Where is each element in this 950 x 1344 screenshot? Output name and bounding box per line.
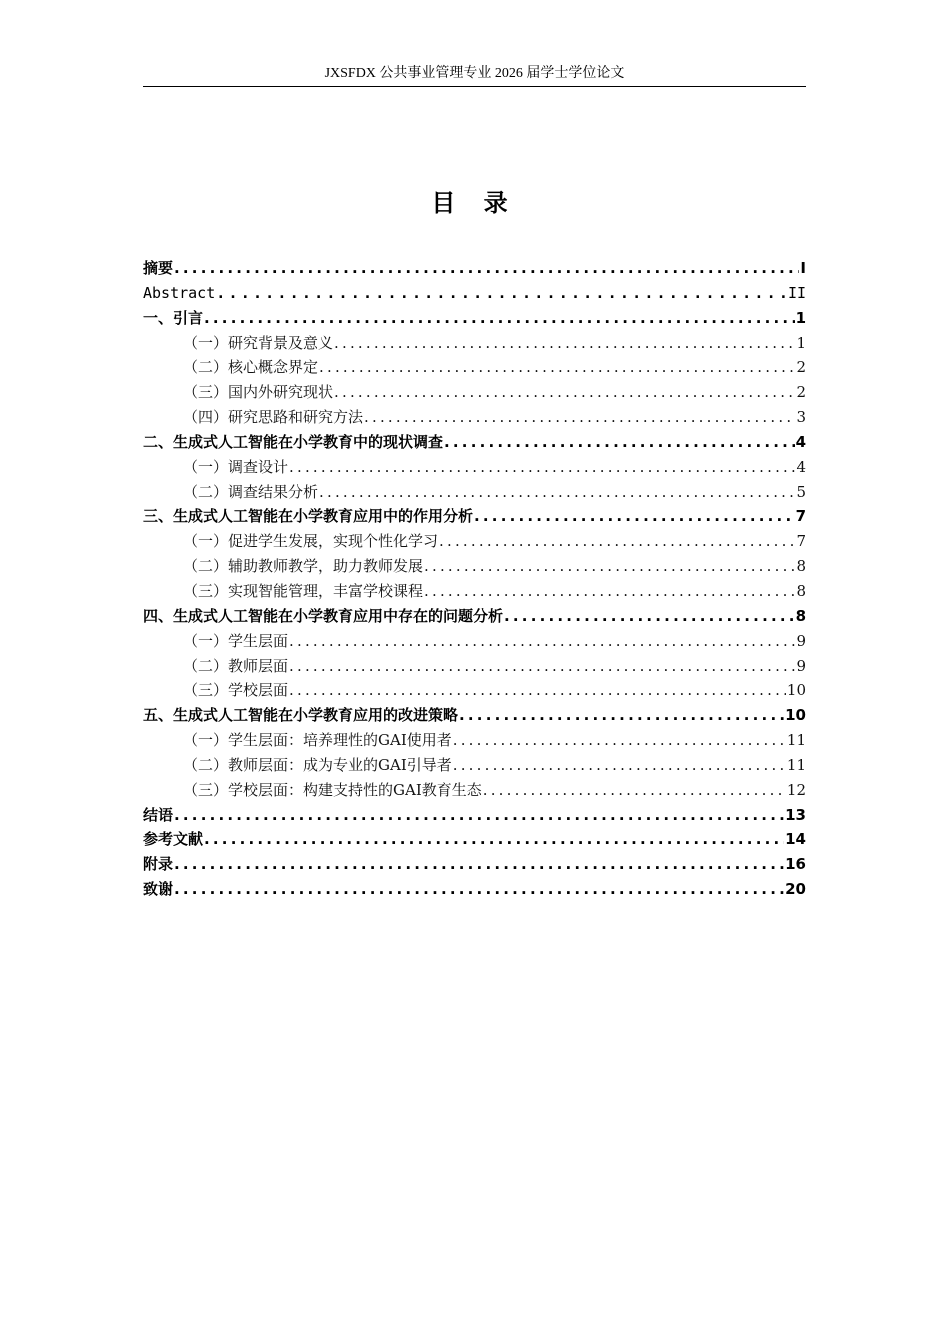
table-of-contents [143,256,806,902]
toc-entry[interactable] [143,380,806,405]
toc-entry[interactable] [143,355,806,380]
toc-entry-label: （一）学生层面：培养理性的GAI使用者 [183,731,452,750]
toc-dot-leader [474,504,795,529]
toc-entry-page: 9 [796,631,806,650]
toc-entry-page: 1 [796,333,806,352]
toc-dot-leader [289,455,795,480]
toc-entry-page: 10 [785,706,806,725]
toc-entry-label: （三）实现智能管理，丰富学校课程 [183,581,424,600]
toc-entry-label: 致谢 [143,880,174,899]
toc-entry[interactable] [143,455,806,480]
toc-entry[interactable] [143,256,806,281]
toc-entry-label: 一、引言 [143,308,204,327]
toc-entry-label: （三）学校层面 [183,681,289,700]
toc-dot-leader [424,579,795,604]
toc-dot-leader [319,480,795,505]
toc-entry[interactable] [143,629,806,654]
toc-entry[interactable] [143,753,806,778]
toc-entry[interactable] [143,529,806,554]
toc-entry-page: 8 [796,581,806,600]
toc-entry-label: 二、生成式人工智能在小学教育中的现状调查 [143,432,444,451]
toc-dot-leader [364,405,795,430]
toc-entry-label: 三、生成式人工智能在小学教育应用中的作用分析 [143,507,474,526]
toc-entry-label: 五、生成式人工智能在小学教育应用的改进策略 [143,706,459,725]
toc-entry-page: 5 [796,482,806,501]
toc-dot-leader [334,380,795,405]
toc-entry[interactable] [143,405,806,430]
toc-entry-page: 4 [795,432,806,451]
toc-entry-page: I [800,259,806,277]
toc-entry[interactable] [143,803,806,828]
toc-entry[interactable] [143,430,806,455]
toc-entry-label: （二）辅助教师教学，助力教师发展 [183,557,424,576]
header-rule [143,86,806,87]
toc-entry-label: 摘要 [143,259,174,277]
toc-dot-leader [453,753,786,778]
toc-entry-page: 12 [786,780,806,799]
toc-entry-page: II [787,283,806,302]
toc-entry[interactable] [143,703,806,728]
toc-entry-label: Abstract [143,283,216,302]
toc-entry-label: （二）核心概念界定 [183,358,319,377]
toc-entry-label: （二）教师层面：成为专业的GAI引导者 [183,755,452,774]
toc-dot-leader [216,281,787,306]
toc-entry[interactable] [143,728,806,753]
toc-entry-label: 四、生成式人工智能在小学教育应用中存在的问题分析 [143,606,504,625]
toc-entry[interactable] [143,331,806,356]
toc-dot-leader [319,355,795,380]
running-header: JXSFDX 公共事业管理专业 2026 届学士学位论文 [324,66,625,81]
toc-entry-label: （一）研究背景及意义 [183,333,334,352]
toc-entry-page: 13 [785,805,806,824]
toc-dot-leader [504,604,795,629]
toc-dot-leader [289,654,795,679]
toc-entry-page: 2 [796,358,806,377]
toc-entry-page: 3 [796,408,806,427]
toc-dot-leader [174,877,784,902]
toc-dot-leader [289,629,795,654]
toc-entry-page: 8 [795,606,806,625]
toc-entry[interactable] [143,480,806,505]
toc-entry-page: 16 [785,855,806,874]
page-title: 目 录 [431,189,518,217]
toc-entry-label: （二）教师层面 [183,656,289,675]
toc-entry-label: （一）促进学生发展，实现个性化学习 [183,532,439,551]
toc-entry[interactable] [143,579,806,604]
toc-dot-leader [174,803,784,828]
toc-entry-page: 7 [795,507,806,526]
toc-entry-page: 7 [796,532,806,551]
toc-dot-leader [453,728,786,753]
toc-dot-leader [424,554,795,579]
toc-entry-page: 1 [795,308,806,327]
toc-dot-leader [174,256,799,281]
toc-entry[interactable] [143,504,806,529]
toc-entry-label: 结语 [143,805,174,824]
toc-entry[interactable] [143,554,806,579]
toc-entry-page: 2 [796,383,806,402]
toc-entry-page: 20 [785,880,806,899]
toc-entry[interactable] [143,778,806,803]
toc-entry[interactable] [143,678,806,703]
toc-entry-label: （三）学校层面：构建支持性的GAI教育生态 [183,780,482,799]
toc-entry-label: 参考文献 [143,830,204,849]
toc-dot-leader [204,306,795,331]
toc-entry-label: （四）研究思路和研究方法 [183,408,364,427]
toc-dot-leader [289,678,786,703]
toc-dot-leader [204,827,784,852]
toc-dot-leader [483,778,786,803]
toc-entry-label: （一）调查设计 [183,457,289,476]
toc-dot-leader [174,852,784,877]
toc-entry-page: 14 [785,830,806,849]
toc-entry-page: 11 [786,731,806,750]
toc-entry-page: 10 [786,681,806,700]
toc-dot-leader [444,430,795,455]
toc-dot-leader [439,529,795,554]
toc-entry[interactable] [143,306,806,331]
toc-dot-leader [334,331,795,356]
toc-entry-page: 9 [796,656,806,675]
toc-entry-label: （二）调查结果分析 [183,482,319,501]
toc-entry[interactable] [143,604,806,629]
toc-entry-label: （三）国内外研究现状 [183,383,334,402]
toc-entry[interactable] [143,654,806,679]
toc-entry[interactable] [143,852,806,877]
toc-entry-page: 4 [796,457,806,476]
toc-entry-label: 附录 [143,855,174,874]
toc-entry-label: （一）学生层面 [183,631,289,650]
toc-entry-page: 11 [786,755,806,774]
toc-entry[interactable] [143,281,806,306]
toc-entry[interactable] [143,827,806,852]
toc-entry-page: 8 [796,557,806,576]
toc-dot-leader [459,703,784,728]
toc-entry[interactable] [143,877,806,902]
